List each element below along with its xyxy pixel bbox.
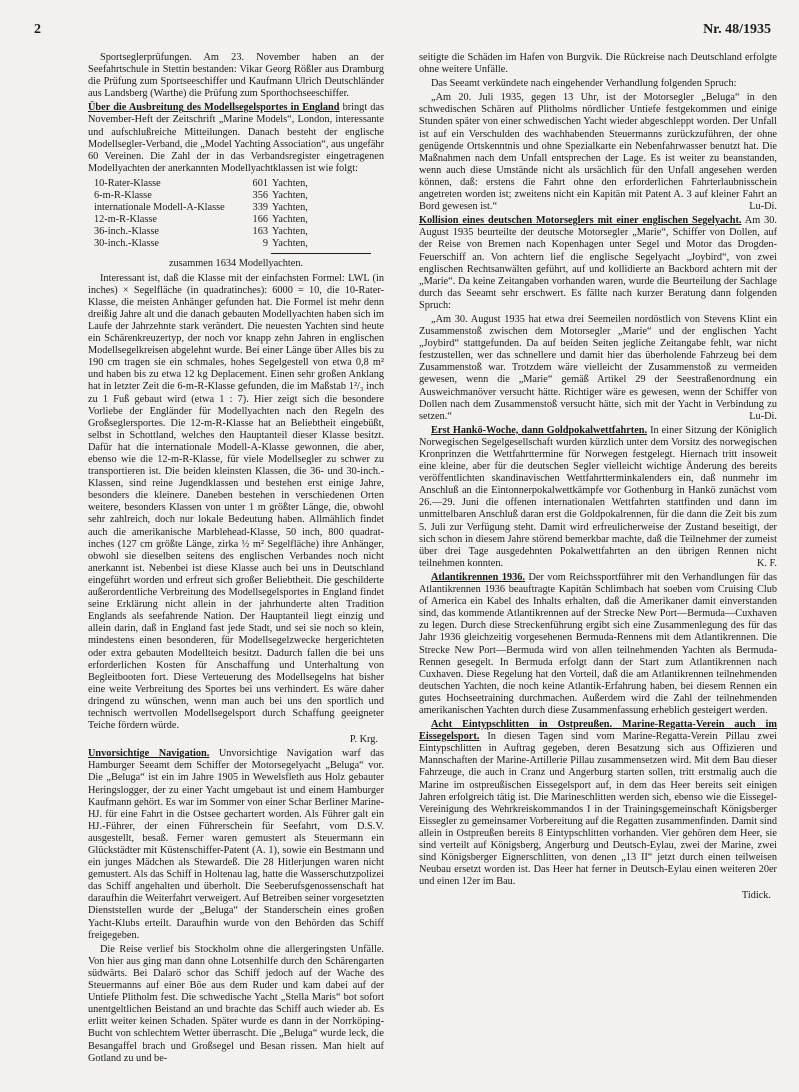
article-text: Die Reise verlief bis Stockholm ohne die allergeringsten Unfälle. Von hier aus ging man dann ohne Lotsenhilfe durch den Schärengarten südwärts. Bei Dalarö schor das Schiff jedoch auf der Wache des Steuermanns auf einer Böe aus dem Ruder und kam dabei auf der Untiefe Plitholm fest. Die schwedische Yacht „Stella Maris“ bot sofort unentgeltlichen Beistand an und brachte das Schiff auch wieder ab. Es erlitt weiter keinen Schaden. Später wurde es dann in der Norrköping-Bucht von schlechtem Wetter überrascht. Die „Beluga“ wurde leck, die Besangaffel brach und Großsegel und Besan rissen. Man hielt auf Gotland zu und be-	[88, 943, 384, 1064]
article-heading: Acht Eintypschlitten in Ostpreußen. Marine-Regatta-Verein auch im Eissegelsport.	[419, 719, 777, 743]
author-signature: Tidick.	[741, 890, 771, 902]
article-hanko	[419, 425, 777, 570]
left-column	[88, 52, 384, 1087]
class-unit: Yachten,	[272, 226, 308, 238]
verdict-quote	[419, 314, 777, 423]
article-text: Der vom Reichssportführer mit den Verhandlungen für das Atlantikrennen 1936 beauftragte Kapitän Schlimbach hat soeben vom Cruising Club of America ein Kabel des Inhalts erhalten, daß die Amerikaner damit einverstanden sind, das kommende Atlantikrennen auf der Strecke New Port—Bermuda—Cuxhaven zu legen. Durch diese Streckenführung ergibt sich eine Zusammenlegung des für das Jahr 1936 gleichzeitig vorgesehenen Bermuda-Rennens mit dem Atlantikrennen. Die Strecke New Port—Bermuda wird von allen teilnehmenden Yachten als Bermuda-Rennen gesegelt. In Bermuda erfolgt dann der Start zum Atlantikrennen nach Cuxhaven. Diese Regelung hat den Vorteil, daß die am Atlantikrennen teilnehmenden deutschen Yachten, die noch keine Atlantik-Erfahrung haben, bei diesem Rennen ein gutes Hochseetraining durchmachen. Außerdem wird die Zahl der teilnehmenden amerikanischen Yachten durch diese Zusammenfassung erheblich gesteigert werden.	[419, 571, 777, 716]
class-count: 163	[252, 226, 268, 238]
article-text: seitigte die Schäden im Hafen von Burgvik. Die Rückreise nach Deutschland erfolgte ohne weitere Unfälle.	[419, 52, 777, 76]
author-signature: P. Krg.	[349, 734, 378, 746]
class-unit: Yachten,	[272, 177, 308, 189]
article-text: Unvorsichtige Navigation warf das Hamburger Seeamt dem Schiffer der Motorsegelyacht „Beluga“ vor. Die „Beluga“ ist ein im Jahre 1905 in Wewelsfleth aus Holz gebauter Heringslogger, der zu einer Yacht umgebaut ist und einem Hamburger Kaufmann gehört. Es war im Sommer von einer Schar Berliner Marine-HJ. für eine Fahrt in die Ostsee gechartert worden. Als Führer galt ein HJ.-Führer, der einen Führerschein für Seefahrt, vom D.S.V. ausgestellt, besaß. Ferner waren gemustert als Steuermann ein Glückstädter mit Küstenschiffer-Patent (A. 1), sowie ein Bestmann und ein junges Mädchen als Stewardeß. Die 28 Hitlerjungen waren nicht gemustert. Als das Schiff in Holtenau lag, hatte die Wasserschutzpolizei das Schiff angehalten und überholt. Die Seeberufsgenossenschaft hat daraufhin die Weiterfahrt verweigert. Auf Betreiben seiner vorgesetzten Dienststellen wurde der „Beluga“ der Standerschein eines großen Yacht-Klubs erteilt. Daraufhin wurde von den Behörden das Schiff freigegeben.	[88, 748, 384, 941]
class-unit: Yachten,	[272, 238, 308, 250]
right-column	[419, 52, 777, 1087]
class-unit: Yachten,	[272, 214, 308, 226]
article-text: Das Seeamt verkündete nach eingehender Verhandlung folgenden Spruch:	[431, 78, 737, 90]
class-name: 36-inch.-Klasse	[94, 226, 159, 238]
verdict-text: „Am 30. August 1935 hat etwa drei Seemeilen nordöstlich von Stevens Klint ein Zusammenstoß zwischen dem Motorsegler „Marie“ und der englischen Yacht „Joybird“ stattgefunden. Da auf beiden Seiten jegliche Zeitangabe fehlt, war nicht festzustellen, wer das schnellere und damit hier das überholende Fahrzeug bei dem Zusammenstoß war. Trotzdem wäre vielleicht der Zusammenstoß zu vermeiden gewesen, wenn die „Marie“ gemäß Artikel 29 der Seestraßenordnung ein Ausweichmanöver versucht hätte. Richtiger wäre es gewesen, wenn der Schiffer von Dollen nach dem Zusammenstoß versucht hätte, sich mit der Yacht in Verbindung zu setzen.“	[419, 313, 777, 422]
class-row	[94, 190, 308, 202]
article-kollision	[419, 215, 777, 312]
article-text: In einer Sitzung der Königlich Norwegischen Segelgesellschaft wurden kürzlich unter dem Vorsitz des norwegischen Kronprinzen die Wettfahrttermine für Norwegen festgelegt. Hiernach tritt insoweit eine kleine, aber für die deutschen Segler vielleicht wichtige Änderung des bereits veröffentlichten skandinavischen Wettfahrtterminkalenders ein, daß nunmehr im Anschluß an die Eintonnerpokalwettkämpfe vor Gothenburg in Hankö zunächst vom 26.—29. Juni die offenen internationalen Wettfahrten stattfinden und dann im unmittelbaren Anschluß daran erst die Goldpokalrennen, für die dann die Zeit bis zum 5. Juli zur Verfügung steht. Damit wird erfreulicherweise der Zustand beseitigt, der sich schon in diesem Jahre störend bemerkbar machte, daß die Teilnehmer der zumeist über drei Tage ausgedehnten Pokalwettfahrten an den übrigen Rennen nicht teilnehmen konnten.	[419, 424, 777, 569]
class-row	[94, 214, 308, 226]
article-text: Interessant ist, daß die Klasse mit der einfachsten Formel: LWL (in inches) × Segelfläche (in quadratinches): 6000 = 10, die 10-Rater-Klasse, die meisten Anhänger gefunden hat. Die Formel ist mehr denn dreißig Jahre alt und die danach gebauten Modellyachten haben sich im Laufe der Jahrzehnte stark verändert. Die neuesten Yachten sind heute ein Schärenkreuzertyp, der noch vor knapp zehn Jahren in englischen Modellsegelkreisen abgelehnt wurde. Bei einer Länge über Alles bis zu 190 cm tragen sie ein schmales, hohes Segelgestell von etwa 0,8 m² und haben bis zu etwa 12 kg Deplacement. Einen sehr großen Anklang hat in letzter Zeit die 6-m-R-Klasse gefunden, die im Maßstab 1²/₃ inch zu 1 Fuß gebaut wird (etwa 1 : 7). Hier zeigt sich die besondere Vorliebe der Engländer für Modellyachten nach den Regeln des Großseglersportes. Die 12-m-R-Klasse hat an Beliebtheit eingebüßt, selbst in Schottland, welches den Hauptanteil dieser Klasse besitzt. Dafür hat die internationale Modell-A-Klasse gewonnen, die aber, ebenso wie die 12-m-R-Klasse, für viele Modellsegler zu schwer zu transportieren ist. Die beiden kleinsten Klassen, die 36- und 30-inch.-Klassen, sind reine Jugendklassen und bestehen erst einige Jahre, besonders die kleinere. Daneben bestehen in verschiedenen Orten weitere, besonders Klassen von unter 1 m größter Länge, die, obwohl sehr zahlreich, doch nur lokale Bedeutung haben. Allmählich findet auch die amerikanische Marblehead-Klasse, 50 inch, 800 quadrat-inches (127 cm größte Länge, zirka ½ m² Segelfläche) ihre Anhänger, obwohl sie dieselben seitens des englischen Verbandes noch nicht anerkannt ist. Nebenbei ist diese Klasse auch bei uns in Deutschland eingeführt worden und erfreut sich großer Beliebtheit. Die geschilderte außerordentliche Verbreitung des Modellsegelsportes in England findet seine Erklärung nicht allein in der jahrhunderte alten Tradition Englands als seefahrende Nation. Der Hauptanteil liegt einzig und allein darin, daß in England fast jede Stadt, und sei sie noch so klein, mindestens einen besonderen, für Modellsegelzwecke hergerichteten oder extra gebauten Modellteich besitzt. Dadurch fallen die bei uns erforderlichen Kosten für Anschaffung und Unterhaltung von Begleitbooten fort. Diese Verteuerung des Modellsegelns hat bisher eine weite Verbreitung des Sportes bei uns verhindert. Es wäre daher dringend zu wünschen, wenn man auch bei uns den sportlich und technisch wertvollen Modellsegelsport durch Schaffung geeigneter Teiche fördern würde.	[88, 272, 384, 732]
author-signature: K. F.	[756, 557, 777, 569]
article-heading: Erst Hankö-Woche, dann Goldpokalwettfahrten.	[431, 424, 648, 436]
article-unvorsichtige-navigation	[88, 748, 384, 942]
article-modellsegelsport	[88, 102, 384, 175]
class-name: 12-m-R-Klasse	[94, 214, 157, 226]
verdict-quote	[419, 92, 777, 213]
class-name: 6-m-R-Klasse	[94, 190, 152, 202]
article-heading: Atlantikrennen 1936.	[431, 571, 525, 583]
class-count: 9	[262, 238, 268, 250]
article-text: In diesen Tagen sind vom Marine-Regatta-Verein Pillau zwei Eintypschlitten in Auftrag gegeben, deren Besatzung sich aus Offizieren und Mannschaften der Marine-Artillerie Pillau zusammensetzen wird. Mit dem Bau dieser Fahrzeuge, die auch in Cranz und Angerburg starten sollen, tritt erstmalig auch die Marine im ostpreußischen Eissegelsport auf, in dem das Heer bereits seit einigen Jahren erfolgreich tätig ist. Die Marineschlitten werden sich, ebenso wie die Eissegel-Vereinigung des Wehrkreiskommandos I in der Trainingsgemeinschaft Königsberger Eissegler zu gemeinsamer Vorbereitung auf die Regatten zusammenfinden. Damit sind allein in Ostpreußen bereits 8 Eintypschlitten vorhanden. Vier gehören dem Heer, sie sind verteilt auf Königsberg, Angerburg und Deutsch-Eylau, zwei der Marine, zwei sind Königsberger Eignerschlitten, von denen „13 II“ jetzt durch einen teilweisen Neubau ersetzt worden ist. Das Heer hat ferner in Deutsch-Eylau einen weiteren 20er und einen 12er im Bau.	[419, 731, 777, 888]
article-sportseglerpruefungen: Sportseglerprüfungen. Am 23. November haben an der Seefahrtschule in Stettin bestanden: Vikar Georg Rößler aus Dramburg die Prüfung zum Sportseeschiffer und Kaufmann Ulrich Deutschländer aus Landsberg (Warthe) die Prüfung zum Sporthochseeschiffer.	[88, 52, 384, 100]
class-name: internationale Modell-A-Klasse	[94, 202, 225, 214]
class-name: 30-inch.-Klasse	[94, 238, 159, 250]
article-heading: Kollision eines deutschen Motorseglers mit einer englischen Segelyacht.	[419, 215, 742, 227]
class-count: 339	[252, 202, 268, 214]
model-class-table	[94, 178, 308, 251]
class-row	[94, 226, 308, 238]
article-text: bringt das November-Heft der Zeitschrift „Marine Models“, London, interessante und aufschlußreiche Mitteilungen. Danach besteht der englische Modellsegler-Verband, die „Model Yachting Association“, aus ungefähr 60 Vereinen. Die Zahl der in das Verbandsregister eingetragenen Modellyachten der anerkannten Modellyachtklassen ist wie folgt:	[88, 102, 384, 174]
author-signature: Lu-Di.	[749, 201, 777, 213]
article-atlantikrennen	[419, 572, 777, 717]
class-name: 10-Rater-Klasse	[94, 177, 161, 189]
class-count: 166	[252, 214, 268, 226]
class-unit: Yachten,	[272, 202, 308, 214]
article-heading: Unvorsichtige Navigation.	[88, 748, 210, 760]
class-count: 356	[252, 190, 268, 202]
article-heading: Über die Ausbreitung des Modellsegelsportes in England	[88, 102, 340, 114]
page-number: 2	[34, 22, 41, 37]
class-unit: Yachten,	[272, 190, 308, 202]
class-row	[94, 202, 308, 214]
issue-number: Nr. 48/1935	[703, 22, 771, 37]
author-signature: Lu-Di.	[749, 410, 777, 422]
sum-rule	[271, 253, 371, 254]
class-row	[94, 238, 308, 250]
class-total: zusammen 1634 Modellyachten.	[168, 257, 304, 269]
article-eintypschlitten	[419, 719, 777, 888]
class-row	[94, 178, 308, 190]
verdict-text: „Am 20. Juli 1935, gegen 13 Uhr, ist der Motorsegler „Beluga“ in den schwedischen Schären auf Plitholms nördlicher Untiefe festgekommen und einige Stunden später von einer schwedischen Yacht wieder abgeschleppt worden. Der Unfall ist auf ein Verschulden des wachhabenden Steuermanns zurückzuführen, der ohne genügende Ortskenntnis und ohne Spezialkarte ein Nebenfahrwasser benutzt hat. Die Maßnahmen nach dem Unfall entsprechen der Lage. Es ist weiter zu beanstanden, wenn auch diese Umstände nicht als ursächlich für den Unfall angesehen werden können, daß: erstens die Fahrt ohne den erforderlichen Fahrterlaubnisschein angetreten worden ist; zweitens nicht ein Kapitän mit Patent A. 3 auf kleiner Fahrt an Bord gewesen ist.“	[419, 92, 777, 213]
class-count: 601	[252, 177, 268, 189]
article-text: Am 30. August 1935 beurteilte der deutsche Motorsegler „Marie“, Schiffer von Dollen, auf der Reise von Bremen nach Kopenhagen unter Segel und Motor das Drogden-Feuerschiff an. Von achtern lief die englische Segelyacht „Joybird“, von zwei englischen Rechtsanwälten geführt, auf und kollidierte an Backbord achtern mit der „Marie“. Da keine Zeitangaben vorhanden waren, wurde die Beurteilung der Sachlage durch das Seeamt sehr erschwert. Es fällte nach kurzer Beratung dann folgenden Spruch:	[419, 215, 777, 311]
